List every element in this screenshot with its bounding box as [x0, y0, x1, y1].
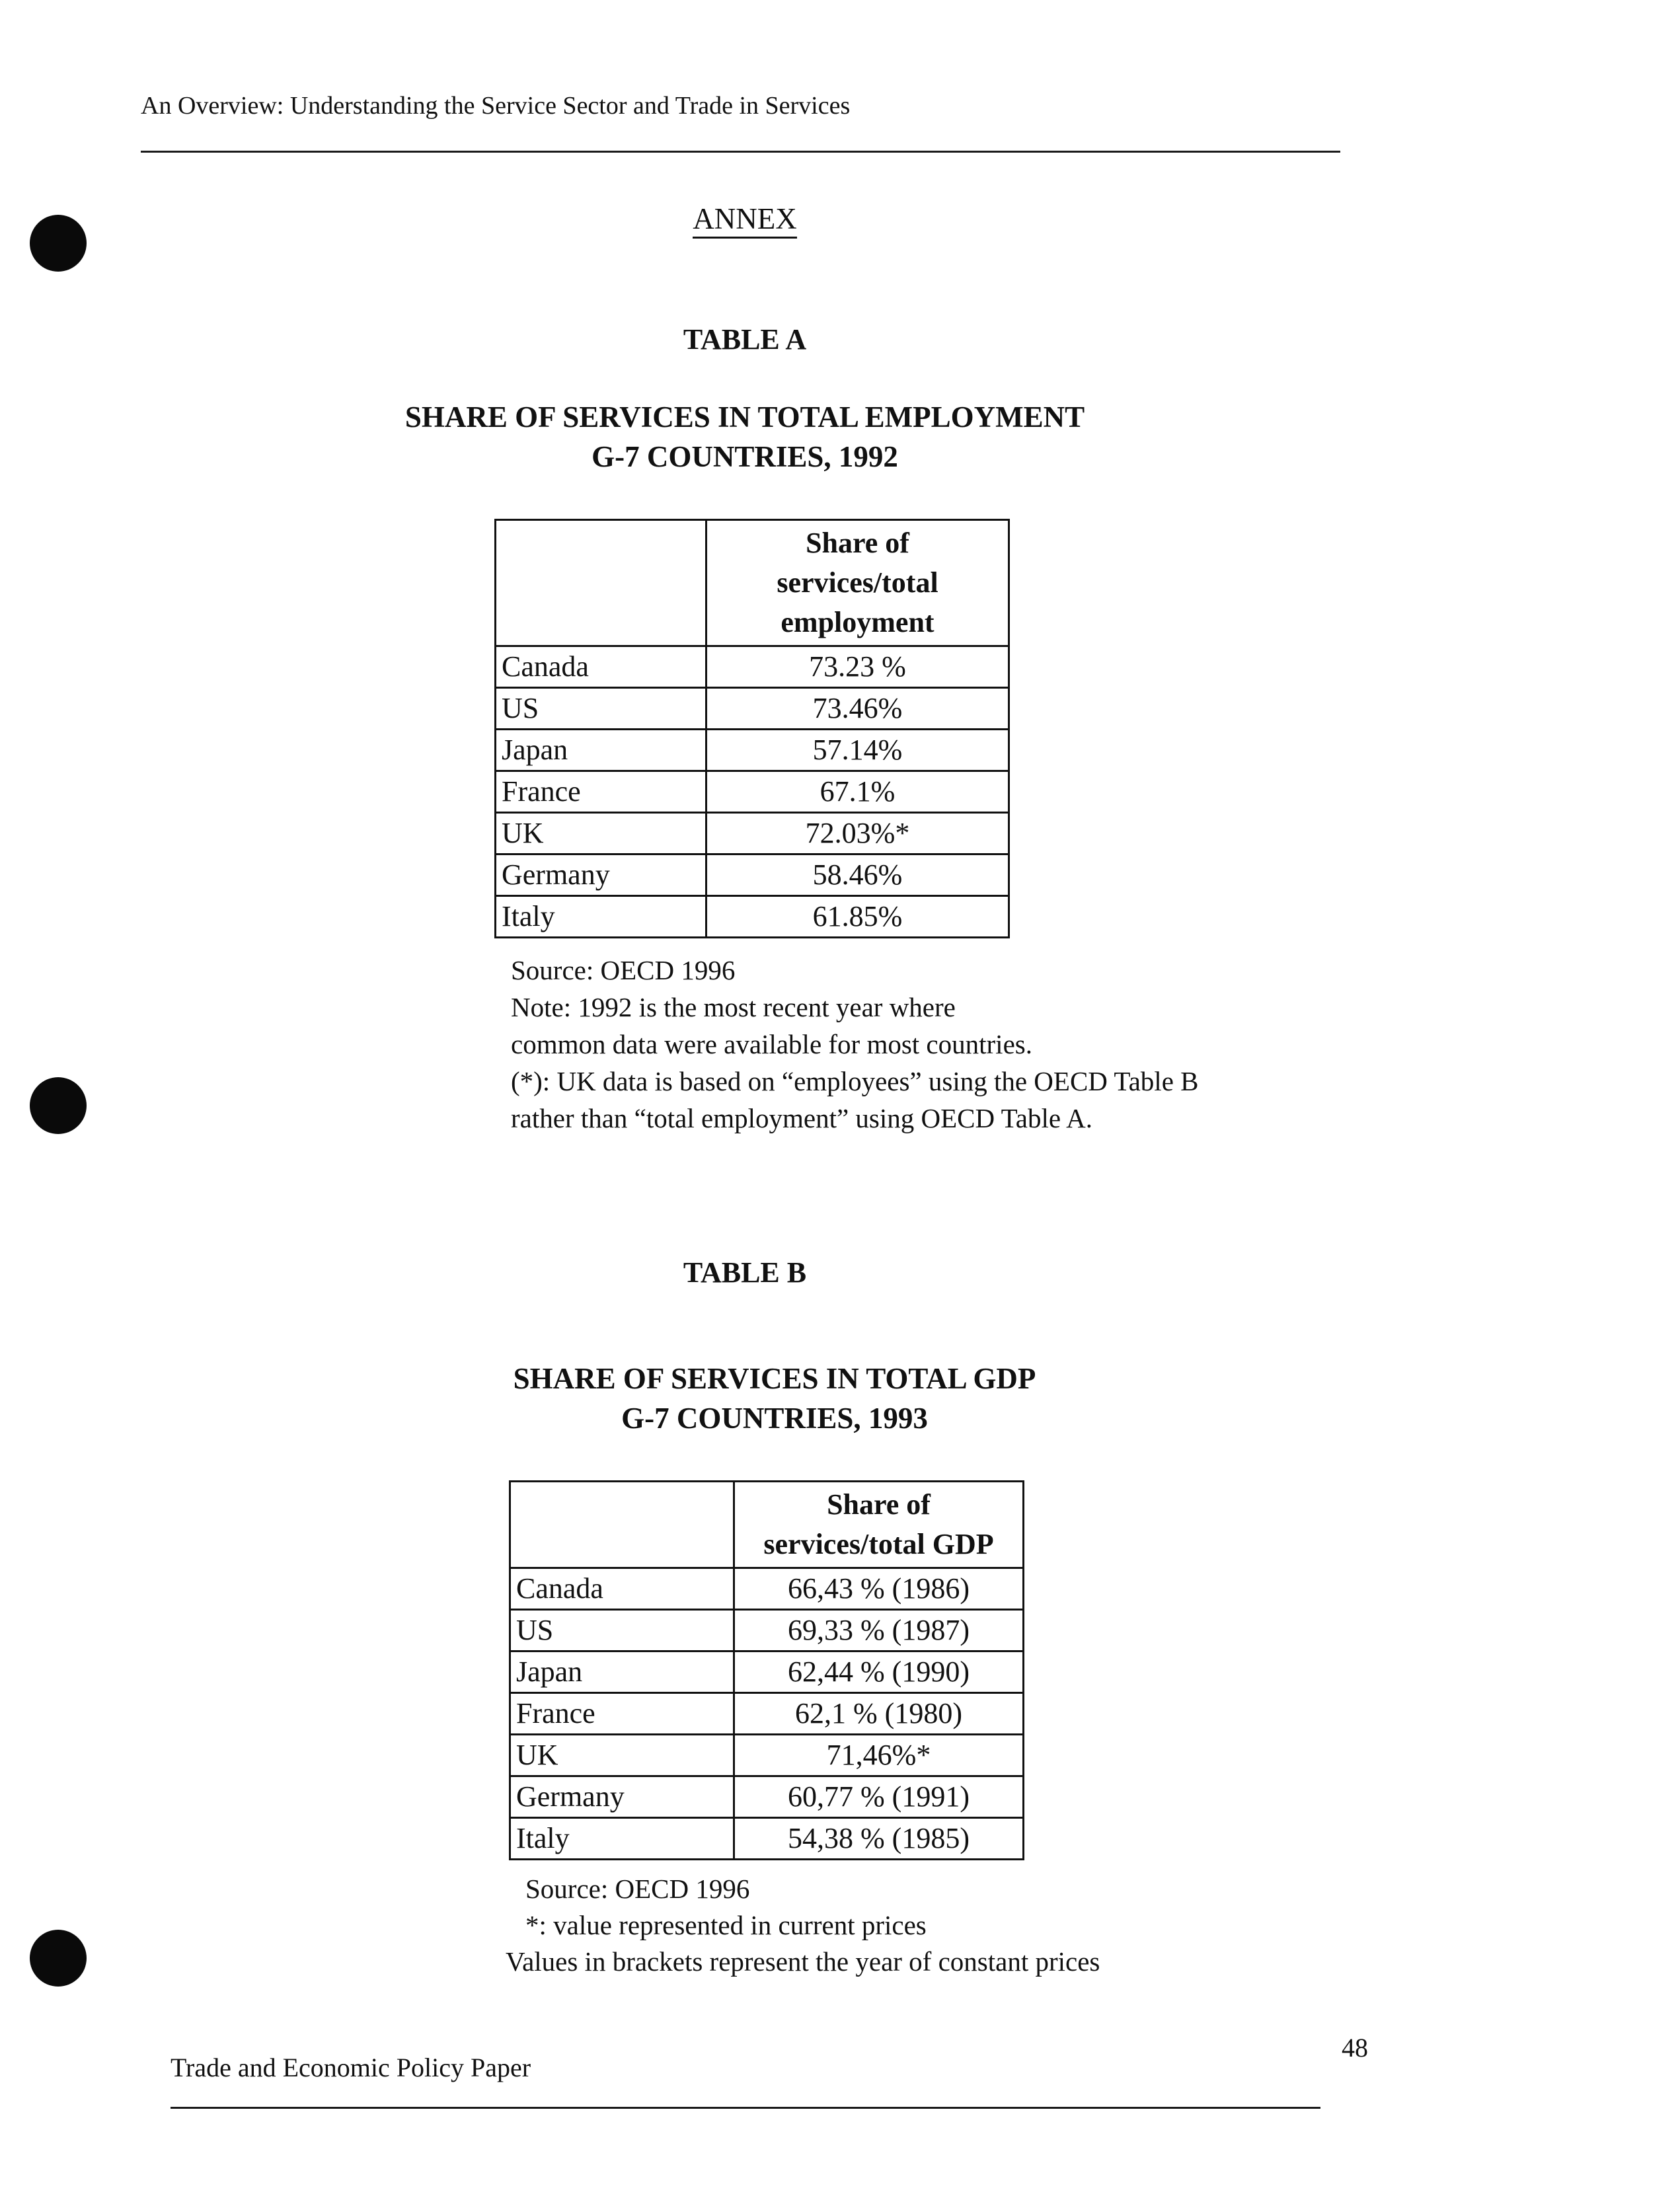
- header-blank-cell: [496, 520, 706, 646]
- table-a-note: (*): UK data is based on “employees” using the OECD Table B: [511, 1066, 1199, 1096]
- table-a-source: Source: OECD 1996: [511, 955, 736, 985]
- footer-text: Trade and Economic Policy Paper: [171, 2053, 531, 2082]
- country-cell: Japan: [496, 730, 706, 771]
- country-cell: France: [496, 771, 706, 813]
- table-a-notes: [511, 952, 1199, 1137]
- country-cell: Canada: [496, 646, 706, 688]
- table-a-note: Note: 1992 is the most recent year where: [511, 992, 956, 1022]
- table-a-label: TABLE A: [683, 323, 807, 356]
- table-row: [510, 1610, 1024, 1651]
- table-b-title: SHARE OF SERVICES IN TOTAL GDP: [513, 1362, 1036, 1395]
- country-cell: Canada: [510, 1568, 734, 1610]
- country-cell: Italy: [496, 896, 706, 938]
- table-header-row: [510, 1482, 1024, 1568]
- table-row: [510, 1818, 1024, 1860]
- table-row: [496, 646, 1009, 688]
- value-cell: 60,77 % (1991): [734, 1776, 1024, 1818]
- table-row: [496, 896, 1009, 938]
- table-row: [510, 1776, 1024, 1818]
- country-cell: Italy: [510, 1818, 734, 1860]
- table-b-note: Values in brackets represent the year of constant prices: [506, 1946, 1100, 1977]
- table-b-source: Source: OECD 1996: [525, 1874, 750, 1904]
- binder-hole-3: [30, 1930, 87, 1987]
- value-cell: 57.14%: [706, 730, 1009, 771]
- table-row: [496, 813, 1009, 854]
- header-blank-cell: [510, 1482, 734, 1568]
- country-cell: UK: [510, 1735, 734, 1776]
- country-cell: UK: [496, 813, 706, 854]
- value-cell: 54,38 % (1985): [734, 1818, 1024, 1860]
- value-cell: 66,43 % (1986): [734, 1568, 1024, 1610]
- table-a-subtitle: G-7 COUNTRIES, 1992: [592, 440, 898, 473]
- table-row: [496, 771, 1009, 813]
- table-row: [496, 730, 1009, 771]
- table-row: [510, 1693, 1024, 1735]
- value-cell: 73.46%: [706, 688, 1009, 730]
- table-a-note: common data were available for most countries.: [511, 1029, 1032, 1059]
- value-cell: 69,33 % (1987): [734, 1610, 1024, 1651]
- table-b-label: TABLE B: [683, 1256, 807, 1289]
- column-header: Share of services/total GDP: [734, 1482, 1024, 1568]
- table-header-row: [496, 520, 1009, 646]
- country-cell: Germany: [510, 1776, 734, 1818]
- table-a-note: rather than “total employment” using OECD Table A.: [511, 1103, 1092, 1133]
- country-cell: France: [510, 1693, 734, 1735]
- table-row: [496, 854, 1009, 896]
- table-a: [494, 519, 1010, 938]
- table-row: [510, 1568, 1024, 1610]
- table-row: [496, 688, 1009, 730]
- value-cell: 62,44 % (1990): [734, 1651, 1024, 1693]
- annex-title: ANNEX: [0, 202, 1490, 236]
- table-a-title: SHARE OF SERVICES IN TOTAL EMPLOYMENT: [404, 400, 1085, 434]
- table-row: [510, 1651, 1024, 1693]
- country-cell: Germany: [496, 854, 706, 896]
- country-cell: US: [510, 1610, 734, 1651]
- table-row: [510, 1735, 1024, 1776]
- binder-hole-2: [30, 1077, 87, 1134]
- value-cell: 72.03%*: [706, 813, 1009, 854]
- value-cell: 58.46%: [706, 854, 1009, 896]
- running-header: An Overview: Understanding the Service Sector and Trade in Services: [141, 92, 851, 120]
- value-cell: 73.23 %: [706, 646, 1009, 688]
- header-rule: [141, 151, 1340, 153]
- value-cell: 71,46%*: [734, 1735, 1024, 1776]
- country-cell: US: [496, 688, 706, 730]
- value-cell: 62,1 % (1980): [734, 1693, 1024, 1735]
- country-cell: Japan: [510, 1651, 734, 1693]
- table-b-note: *: value represented in current prices: [525, 1910, 927, 1940]
- table-b: [509, 1480, 1024, 1860]
- footer-rule: [171, 2107, 1320, 2109]
- value-cell: 67.1%: [706, 771, 1009, 813]
- value-cell: 61.85%: [706, 896, 1009, 938]
- table-b-subtitle: G-7 COUNTRIES, 1993: [621, 1402, 928, 1435]
- column-header: Share of services/total employment: [706, 520, 1009, 646]
- page-number: 48: [1342, 2033, 1368, 2063]
